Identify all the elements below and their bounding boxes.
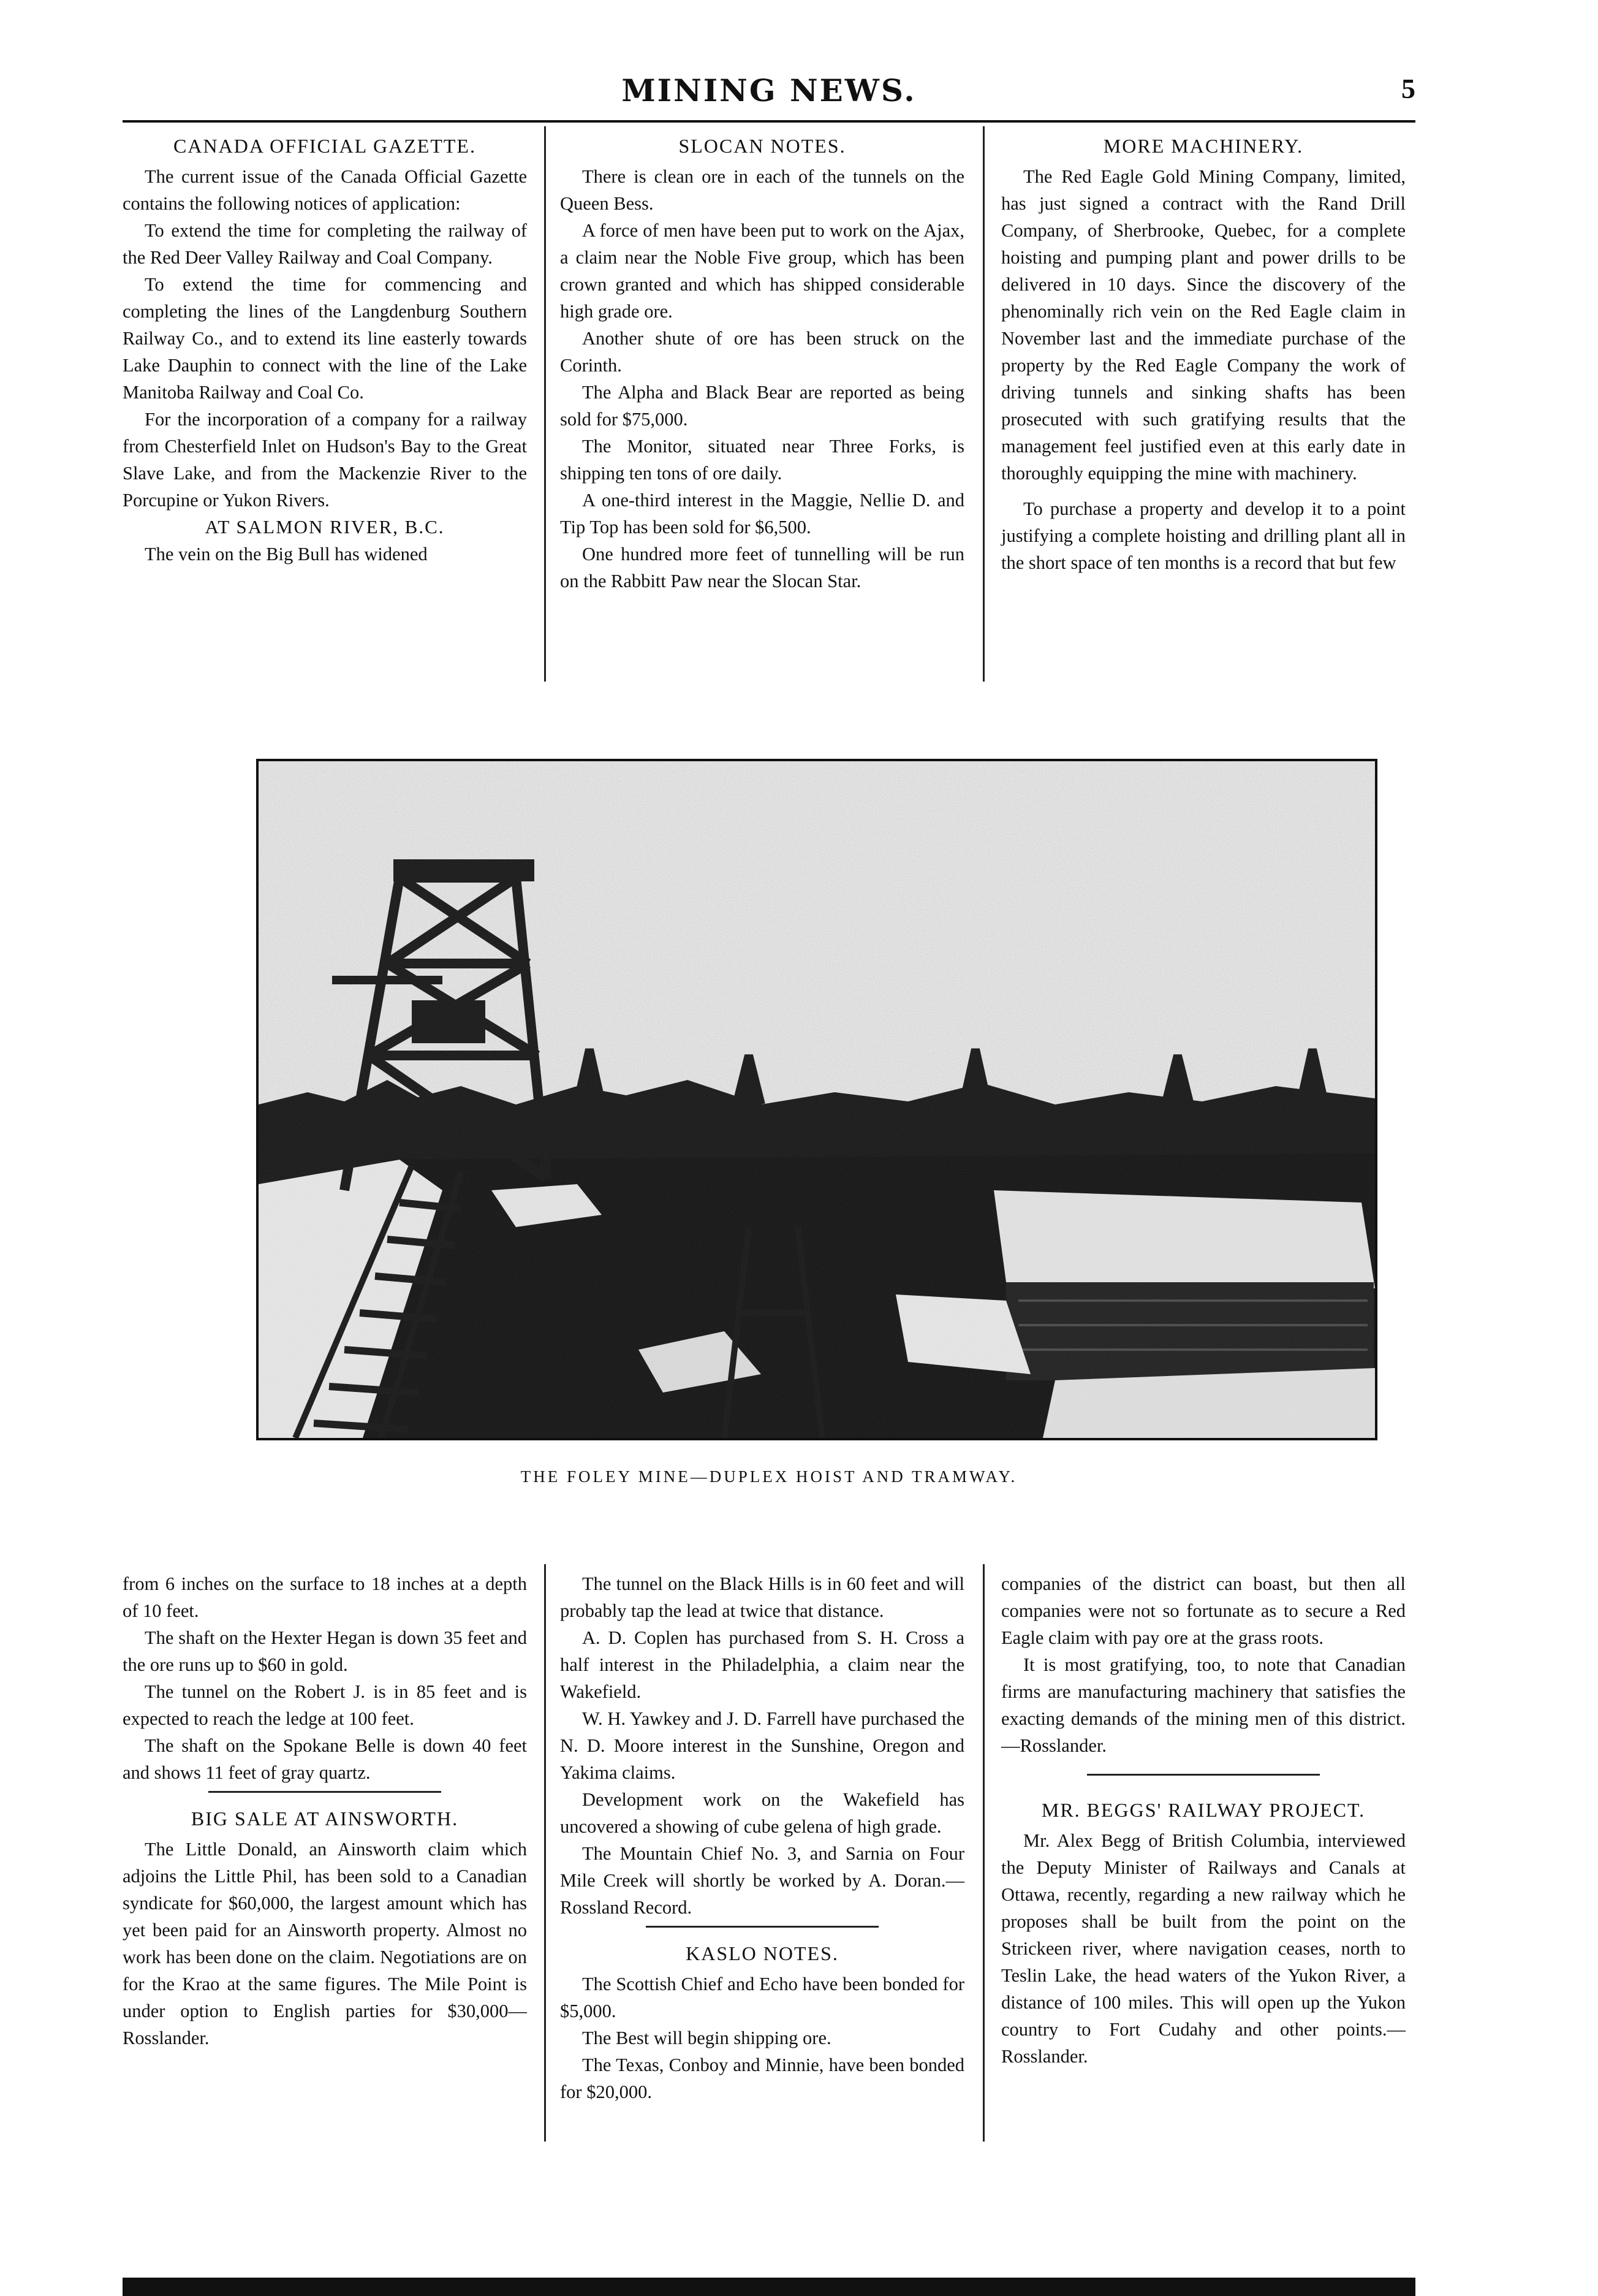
article-heading: KASLO NOTES. — [686, 1942, 839, 1964]
photo-caption: THE FOLEY MINE—DUPLEX HOIST AND TRAMWAY. — [520, 1467, 1018, 1486]
paragraph: There is clean ore in each of the tunnels on the Queen Bess. — [560, 166, 964, 214]
paragraph: A force of men have been put to work on the Ajax, a claim near the Noble Five group, which has been crown granted and which has shipped considerable high grade ore. — [560, 220, 964, 322]
article-heading: MORE MACHINERY. — [1103, 135, 1304, 157]
paragraph: The Monitor, situated near Three Forks, is shipping ten tons of ore daily. — [560, 436, 964, 484]
paragraph: The Best will begin shipping ore. — [582, 2028, 831, 2048]
paragraph: A one-third interest in the Maggie, Nellie D. and Tip Top has been sold for $6,500. — [560, 490, 964, 538]
paragraph: The shaft on the Hexter Hegan is down 35 feet and the ore runs up to $60 in gold. — [123, 1627, 527, 1675]
newspaper-title: MINING NEWS. — [621, 72, 917, 108]
article-black-hills-and-kaslo — [560, 1570, 964, 2105]
article-slocan-notes — [560, 132, 964, 595]
paragraph: The Texas, Conboy and Minnie, have been bonded for $20,000. — [560, 2055, 964, 2102]
paragraph: A. D. Coplen has purchased from S. H. Cross a half interest in the Philadelphia, a claim near the Wakefield. — [560, 1627, 964, 1702]
article-canada-official-gazette — [123, 132, 527, 568]
paragraph: Another shute of ore has been struck on the Corinth. — [560, 328, 964, 376]
masthead-rule — [123, 120, 1415, 123]
paragraph: The Red Eagle Gold Mining Company, limited, has just signed a contract with the Rand Drill Company, of Sherbrooke, Quebec, for a complete hoisting and pumping plant and power drills to be delivered in 10 days. Since the discovery of the phenominally rich vein on the Red Eagle claim in November last and the immediate purchase of the property by the Red Eagle Company the work of driving tunnels and sinking shafts has been prosecuted with such gratifying results that the management feel justified even at this early date in thoroughly equipping the mine with machinery. — [1001, 166, 1406, 484]
section-rule — [1087, 1774, 1320, 1776]
article-machinery-and-beggs-project — [1001, 1570, 1406, 2070]
paragraph: The shaft on the Spokane Belle is down 40 feet and shows 11 feet of gray quartz. — [123, 1735, 527, 1783]
article-salmon-river-continued — [123, 1570, 527, 2051]
paragraph: The current issue of the Canada Official Gazette contains the following notices of application: — [123, 166, 527, 214]
column-divider — [544, 1564, 546, 2142]
article-subheading: AT SALMON RIVER, B.C. — [205, 516, 445, 538]
paragraph: The Mountain Chief No. 3, and Sarnia on Four Mile Creek will shortly be worked by A. Doran.—Rossland Record. — [560, 1843, 964, 1918]
paragraph: W. H. Yawkey and J. D. Farrell have purchased the N. D. Moore interest in the Sunshine, Oregon and Yakima claims. — [560, 1708, 964, 1783]
column-divider — [544, 126, 546, 682]
article-heading: BIG SALE AT AINSWORTH. — [191, 1808, 459, 1830]
page-bottom-edge — [123, 2278, 1415, 2296]
paragraph: For the incorporation of a company for a railway from Chesterfield Inlet on Hudson's Bay to the Great Slave Lake, and from the Mackenzie River to the Porcupine or Yukon Rivers. — [123, 409, 527, 511]
section-rule — [646, 1926, 879, 1928]
page-number: 5 — [1401, 73, 1415, 104]
article-heading: CANADA OFFICIAL GAZETTE. — [173, 135, 476, 157]
paragraph: The Little Donald, an Ainsworth claim which adjoins the Little Phil, has been sold to a Canadian syndicate for $60,000, the largest amount which has yet been paid for an Ainsworth property. Almost no work has been done on the claim. Negotiations are on for the Krao at the same figures. The Mile Point is under option to English parties for $30,000—Rosslander. — [123, 1839, 527, 2048]
paragraph: The vein on the Big Bull has widened — [145, 544, 428, 564]
paragraph: To extend the time for commencing and completing the lines of the Langdenburg Southern Railway Co., and to extend its line easterly towards Lake Dauphin to connect with the line of the Lake Manitoba Railway and Coal Co. — [123, 274, 527, 403]
paragraph: Development work on the Wakefield has uncovered a showing of cube gelena of high grade. — [560, 1789, 964, 1837]
paragraph: The tunnel on the Robert J. is in 85 feet and is expected to reach the ledge at 100 feet. — [123, 1681, 527, 1729]
paragraph: The Alpha and Black Bear are reported as being sold for $75,000. — [560, 382, 964, 430]
paragraph: It is most gratifying, too, to note that Canadian firms are manufacturing machinery that satisfies the exacting demands of the mining men of this district.—Rosslander. — [1001, 1654, 1406, 1756]
paragraph: The Scottish Chief and Echo have been bonded for $5,000. — [560, 1974, 964, 2021]
article-heading: MR. BEGGS' RAILWAY PROJECT. — [1041, 1799, 1366, 1821]
paragraph: To extend the time for completing the railway of the Red Deer Valley Railway and Coal Company. — [123, 220, 527, 268]
paragraph: Mr. Alex Begg of British Columbia, interviewed the Deputy Minister of Railways and Canals at Ottawa, recently, regarding a new railway which he proposes shall be built from the point on the Strickeen river, where navigation ceases, north to Teslin Lake, the head waters of the Yukon River, a distance of 100 miles. This will open up the Yukon country to Fort Cudahy and other points.—Rosslander. — [1001, 1830, 1406, 2067]
paragraph: companies of the district can boast, but then all companies were not so fortunate as to secure a Red Eagle claim with pay ore at the grass roots. — [1001, 1573, 1406, 1648]
paragraph: One hundred more feet of tunnelling will be run on the Rabbitt Paw near the Slocan Star. — [560, 544, 964, 591]
column-divider — [983, 1564, 985, 2142]
masthead — [123, 72, 1415, 121]
foley-mine-photo — [256, 759, 1377, 1440]
paragraph: The tunnel on the Black Hills is in 60 feet and will probably tap the lead at twice that distance. — [560, 1573, 964, 1621]
paragraph: from 6 inches on the surface to 18 inches at a depth of 10 feet. — [123, 1573, 527, 1621]
article-more-machinery — [1001, 132, 1406, 576]
section-rule — [208, 1791, 441, 1793]
column-divider — [983, 126, 985, 682]
article-heading: SLOCAN NOTES. — [678, 135, 846, 157]
paragraph: To purchase a property and develop it to a point justifying a complete hoisting and drilling plant all in the short space of ten months is a record that but few — [1001, 498, 1406, 573]
